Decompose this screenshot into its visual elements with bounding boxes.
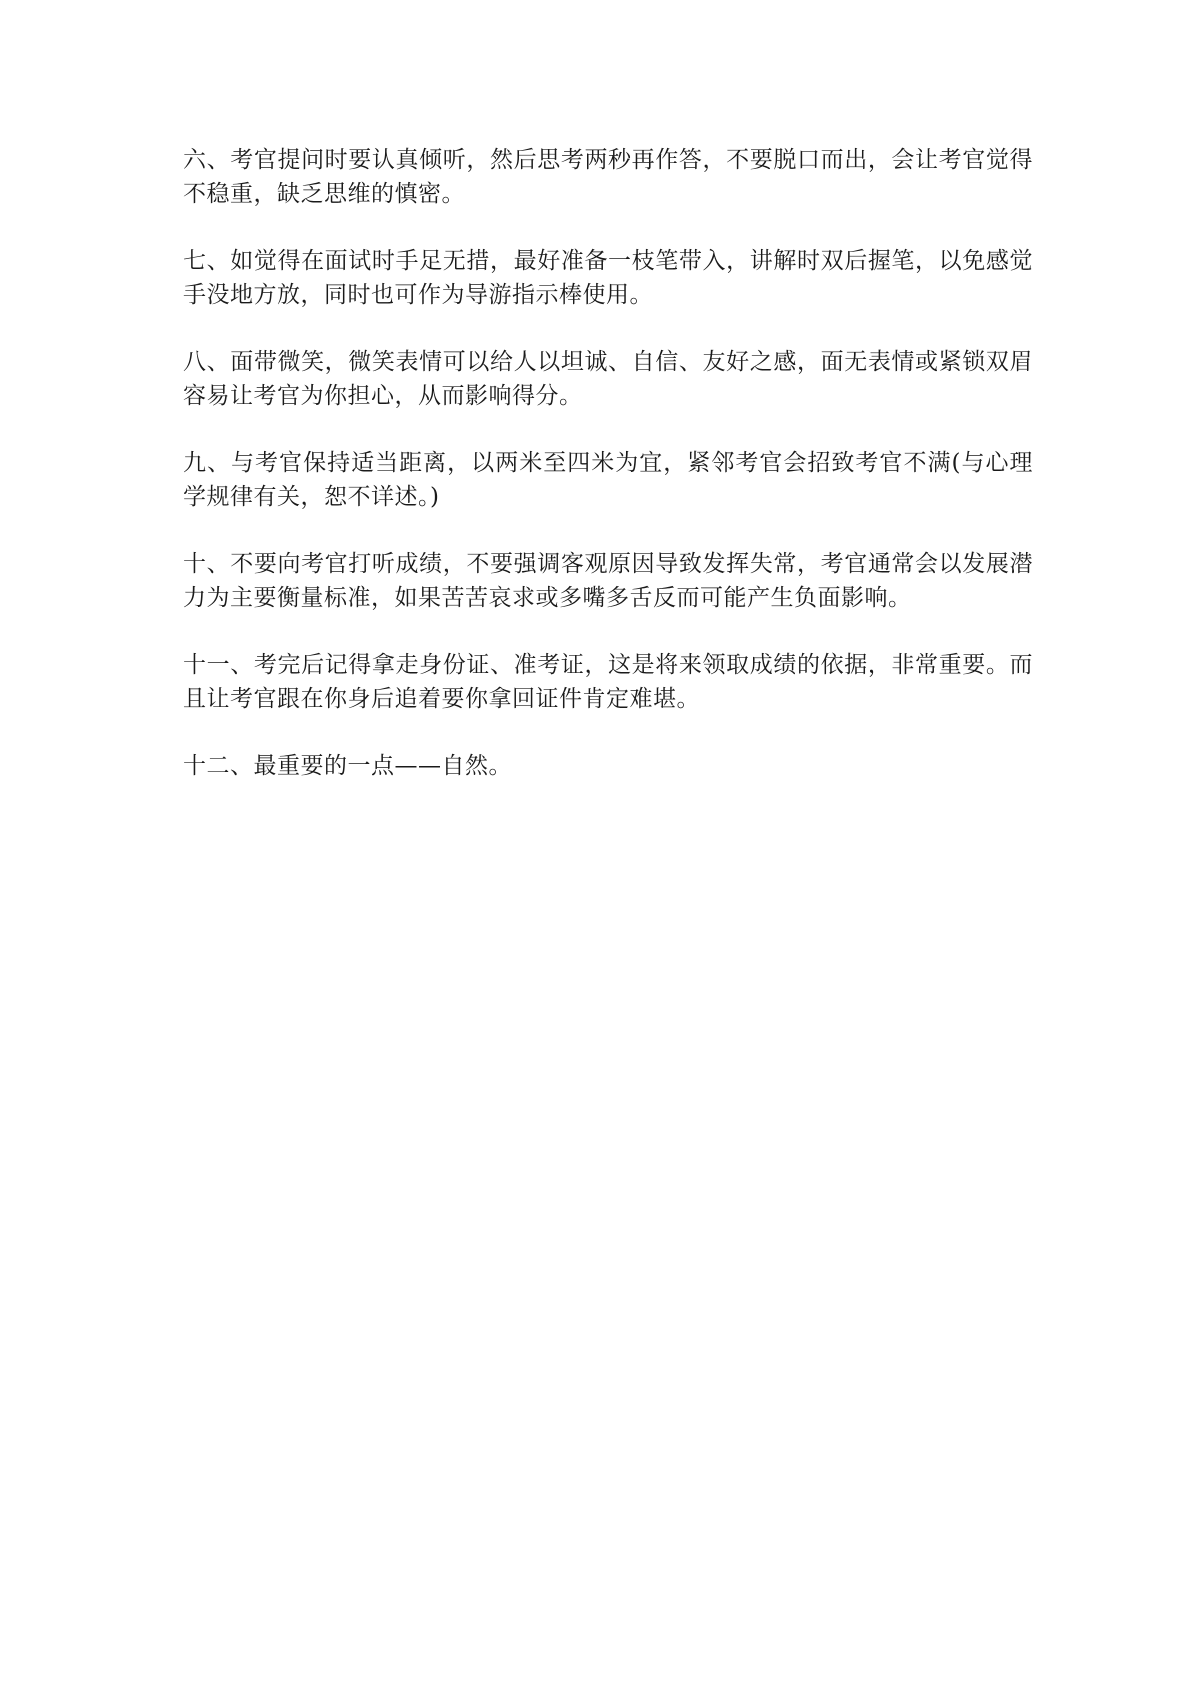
paragraph-item-7: 七、如觉得在面试时手足无措，最好准备一枝笔带入，讲解时双后握笔，以免感觉手没地方放，同时也可作为导游指示棒使用。	[183, 248, 1033, 308]
paragraph-item-11: 十一、考完后记得拿走身份证、准考证，这是将来领取成绩的依据，非常重要。而且让考官跟在你身后追着要你拿回证件肯定难堪。	[183, 652, 1033, 712]
paragraph-item-6: 六、考官提问时要认真倾听，然后思考两秒再作答，不要脱口而出，会让考官觉得不稳重，缺乏思维的慎密。	[183, 147, 1033, 207]
paragraph-item-12: 十二、最重要的一点——自然。	[183, 753, 512, 779]
paragraph-item-9: 九、与考官保持适当距离，以两米至四米为宜，紧邻考官会招致考官不满(与心理学规律有关，恕不详述。)	[183, 450, 1033, 510]
paragraph-item-8: 八、面带微笑，微笑表情可以给人以坦诚、自信、友好之感，面无表情或紧锁双眉容易让考官为你担心，从而影响得分。	[183, 349, 1033, 409]
paragraph-item-10: 十、不要向考官打听成绩，不要强调客观原因导致发挥失常，考官通常会以发展潜力为主要衡量标准，如果苦苦哀求或多嘴多舌反而可能产生负面影响。	[183, 551, 1033, 611]
document-body	[183, 143, 1033, 816]
